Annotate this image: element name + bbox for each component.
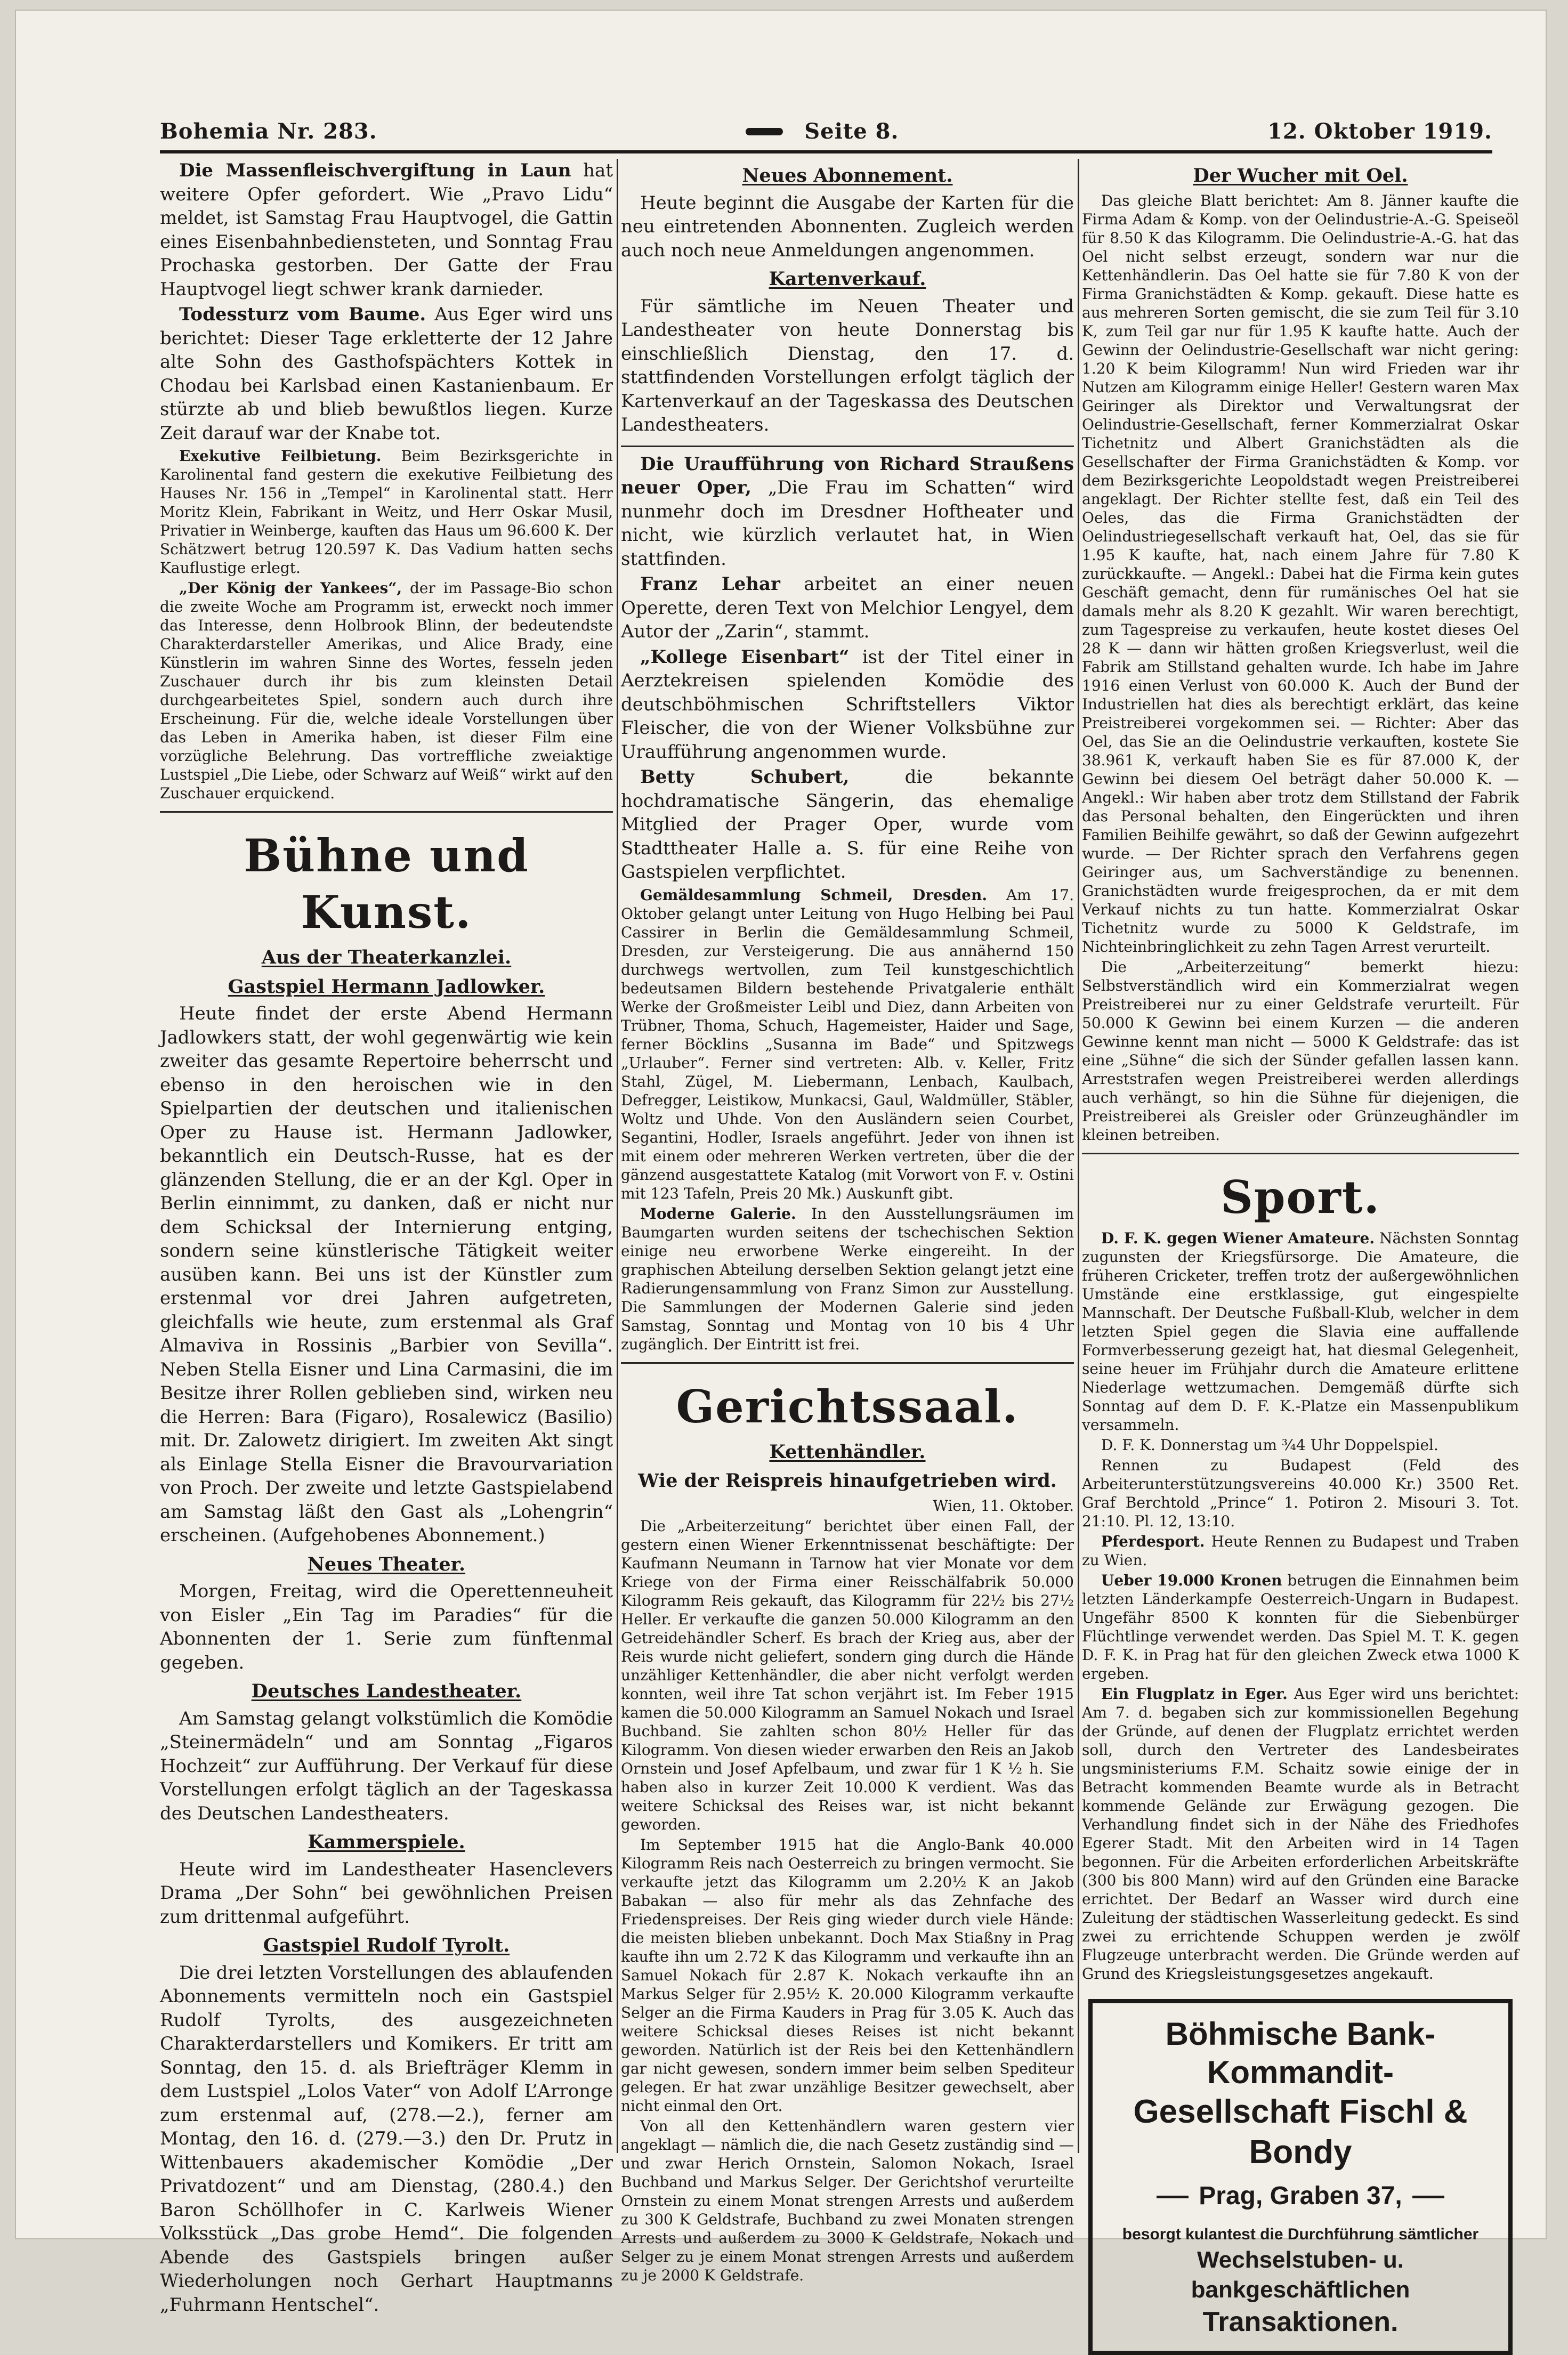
ad-text: besorgt kulantest die Durchführung sämtlicher [1122, 2225, 1479, 2243]
article-rule [621, 446, 1074, 447]
article-text: Heute beginnt die Ausgabe der Karten für die neu eintretenden Abonnenten. Zugleich werden auch noch neue Anmeldungen angenommen. [621, 192, 1074, 261]
header-ornament [746, 128, 783, 135]
article-heading: Wie der Reispreis hinaufgetrieben wird. [638, 1470, 1057, 1492]
article-title: Gemäldesammlung Schmeil, Dresden. [640, 886, 988, 904]
article-title: Pferdesport. [1101, 1532, 1205, 1550]
subsection-title: Aus der Theaterkanzlei. [261, 946, 512, 968]
article-text: Heute findet der erste Abend Hermann Jadlowkers statt, der wohl gegenwärtig wie kein zweiter das gesamte Repertoire beherrscht und ebenso in den heroischen wie in den Spielpartien der deutschen und italienischen Oper zu Hause ist. Hermann Jadlowker, bekanntlich ein Deutsch-Russe, hat es der glänzenden Stellung, die er an der Kgl. Oper in Berlin einnimmt, zu danken, daß er nicht nur dem Schicksal der Internierung entging, sondern seine künstlerische Tätigkeit weiter ausüben kann. Bei uns ist der Künstler zum erstenmal vor drei Jahren aufgetreten, gleichfalls wie heute, zum erstenmal als Graf Almaviva in Rossinis „Barbier von Sevilla“. Neben Stella Eisner und Lina Carmasini, die im Besitze ihrer Rollen geblieben sind, wirken neu die Herren: Bara (Figaro), Rosalewicz (Basilio) mit. Dr. Zalowetz dirigiert. Im zweiten Akt singt als Einlage Stella Eisner die Bravourvariation von Proch. Der zweite und letzte Gastspielabend am Samstag läßt den Gast als „Lohengrin“ erscheinen. (Aufgehobenes Abonnement.) [160, 1003, 613, 1546]
page-header [160, 91, 1492, 144]
column-1 [160, 159, 613, 2316]
article-text: Morgen, Freitag, wird die Operettenneuheit von Eisler „Ein Tag im Paradies“ für die Abonnenten der 1. Serie zum fünftenmal gegeben. [160, 1581, 613, 1673]
article-text: In den Ausstellungsräumen im Baumgarten wurden seitens der tschechischen Sektion einige neu erworbene Werke eingereiht. In der graphischen Abteilung derselben Sektion gelangt jetzt eine Radierungensammlung von Franz Simon zur Ausstellung. Die Sammlungen der Modernen Galerie sind jeden Samstag, Sonntag und Montag von 10 bis 4 Uhr zugänglich. Der Eintritt ist frei. [621, 1204, 1074, 1353]
article-heading: Neues Theater. [307, 1553, 466, 1575]
article-title: Exekutive Feilbietung. [179, 447, 382, 465]
section-title: Sport. [1221, 1170, 1380, 1224]
ad-text: Transaktionen. [1202, 2306, 1399, 2337]
section-rule [160, 811, 613, 813]
article [621, 765, 1074, 884]
article-text: Heute wird im Landestheater Hasenclevers Drama „Der Sohn“ bei gewöhnlichen Preisen zum drittenmal aufgeführt. [160, 1858, 613, 1928]
article [160, 447, 613, 577]
ad-dash [1157, 2196, 1189, 2198]
column-divider [617, 159, 618, 2153]
article [621, 1204, 1074, 1354]
article-text: Die „Arbeiterzeitung“ bemerkt hiezu: Selbstverständlich wird ein Kommerzialrat wegen Preistreiberei nur zu einer Geldstrafe verurteilt. Für 50.000 K Gewinn bei einem Kurzen — die anderen Gewinne kennt man nicht — 5000 K Geldstrafe: das ist eine „Sühne“ die sich der Sünder gefallen lassen kann. Arreststrafen wegen Preistreiberei werden allerdings auch verhängt, so hin die Sühne für diejenigen, die Preistreiberei als Greisler oder Grünzeughändler im kleinen betreiben. [1082, 958, 1519, 1144]
article-dateline: Wien, 11. Oktober. [933, 1496, 1074, 1515]
article-heading: Deutsches Landestheater. [251, 1680, 522, 1702]
section-rule [621, 1362, 1074, 1364]
article-text: Die „Arbeiterzeitung“ berichtet über einen Fall, der gestern einen Wiener Erkenntnissenat beschäftigte: Der Kaufmann Neumann in Tarnow hat vier Monate vor dem Kriege von der Firma einer Reisschälfabrik 50.000 Kilogramm Reis gekauft, das Kilogramm für 22½ bis 27½ Heller. Er verkaufte die ganzen 50.000 Kilogramm an den Getreidehändler Scherf. Es brach der Krieg aus, aber der Reis wurde nicht geliefert, sondern ging durch die Hände unzähliger Kettenhändler, die aber nicht verfolgt werden konnten, weil ihre Tat schon verjährt ist. Im Feber 1915 kamen die 50.000 Kilogramm an Samuel Nokach und Israel Buchband. Sie zahlten schon 80½ Heller für das Kilogramm. Von diesen wieder erwarben den Reis an Jakob Ornstein und Josef Apfelbaum, und zwar für 1 K ½ h. Sie haben also in kurzer Zeit 10.000 K verdient. Was das weitere Schicksal des Reises war, ist nicht bekannt geworden. [621, 1517, 1074, 1833]
article-heading: Gastspiel Rudolf Tyrolt. [263, 1935, 510, 1956]
article-heading: Der Wucher mit Oel. [1193, 165, 1408, 187]
article-title: Die Uraufführung von Richard Straußens neuer Oper, [621, 453, 1074, 498]
article-text: Für sämtliche im Neuen Theater und Landestheater von heute Donnerstag bis einschließlich Dienstag, den 17. d. stattfindenden Vorstellungen erfolgt täglich der Kartenverkauf an der Tageskassa des Deutschen Landestheaters. [621, 295, 1074, 435]
ad-dash [1412, 2196, 1444, 2198]
article-heading: Kartenverkauf. [769, 268, 926, 290]
article-text: hat weitere Opfer gefordert. Wie „Pravo Lidu“ meldet, ist Samstag Frau Hauptvogel, die Gattin eines Eisenbahnbediensteten, und Sonntag Frau Prochaska gestorben. Der Gatte der Frau Hauptvogel liegt schwer krank darnieder. [160, 160, 613, 300]
article [160, 579, 613, 803]
article-text: die bekannte hochdramatische Sängerin, das ehemalige Mitglied der Prager Oper, wurde vom Stadttheater Halle a. S. für eine Reihe von Gastspielen verpflichtet. [621, 766, 1074, 883]
article-text: Am 17. Oktober gelangt unter Leitung von Hugo Helbing bei Paul Cassirer in Berlin die Gemäldesammlung Schmeil, Dresden, zur Versteigerung. Die aus annähernd 150 durchwegs wertvollen, zum Teil kunstgeschichtlich bedeutsamen Bildern bestehende Privatgalerie enthält Werke der Großmeister Leibl und Diez, dann Arbeiten von Trübner, Thoma, Schuch, Hagemeister, Haider und Sage, ferner Böcklins „Susanna im Bade“ und Spitzwegs „Urlauber“. Ferner sind vertreten: Alb. v. Keller, Fritz Stahl, Zügel, M. Liebermann, Lenbach, Kaulbach, Defregger, Leistikow, Munkacsi, Gaul, Waldmüller, Stäbler, Woltz und Uhde. Von den Ausländern seien Courbet, Segantini, Hodler, Israels angeführt. Jeder von ihnen ist mit einem oder mehreren Werken vertreten, über die der gänzend ausgestattete Katalog (mit Vorwort von F. v. Ostini mit 123 Tafeln, Preis 20 Mk.) Auskunft gibt. [621, 886, 1074, 1202]
ad-bank-name: Böhmische Bank-Kommandit- [1165, 2016, 1436, 2090]
article-title: Moderne Galerie. [640, 1204, 796, 1223]
article [621, 886, 1074, 1203]
article [1082, 1571, 1519, 1683]
newspaper-page [16, 11, 1546, 2337]
article [621, 452, 1074, 571]
article [621, 645, 1074, 764]
article-title: D. F. K. gegen Wiener Amateure. [1101, 1229, 1375, 1247]
section-title: Gerichtssaal. [676, 1380, 1019, 1433]
article-text: Die drei letzten Vorstellungen des ablaufenden Abonnements vermitteln noch ein Gastspiel Rudolf Tyrolts, des ausgezeichneten Charakterdarstellers und Komikers. Er tritt am Sonntag, den 15. d. als Briefträger Klemm in dem Lustspiel „Lolos Vater“ von Adolf L’Arronge zum erstenmal auf, (278.—2.), ferner am Montag, den 16. d. (279.—3.) den Dr. Prutz in Wittenbauers akademischer Komödie „Der Privatdozent“ und am Dienstag, (280.4.) den Baron Schöllhofer in C. Karlweis Wiener Volksstück „Das grobe Hemd“. Die folgenden Abende des Gastspiels bringen außer Wiederholungen noch Gerhart Hauptmanns „Fuhrmann Hentschel“. [160, 1962, 613, 2316]
article [1082, 1229, 1519, 1434]
article-text: Das gleiche Blatt berichtet: Am 8. Jänner kaufte die Firma Adam & Komp. von der Oelindustrie-A.-G. Speiseöl für 8.50 K das Kilogramm. Die Oelindustrie-A.-G. hat das Oel nicht selbst erzeugt, sondern war nur die Kettenhändlerin. Das Oel hatte sie für 7.80 K von der Firma Granichstädten & Komp. gekauft. Diese hatte es aus mehreren Sorten gemischt, die sie zum Teil für 3.10 K, zum Teil gar nur für 1.95 K kaufte hatte. Auch der Gewinn der Oelindustrie-Gesellschaft war nicht gering: 1.20 K beim Kilogramm! Nun wird Frieden war ihr Nutzen am Kilogramm einige Heller! Gestern waren Max Geiringer als Direktor und Verwaltungsrat der Oelindustrie-Gesellschaft, ferner Kommerzialrat Oskar Tichetnitz und Albert Granichstädten als die Gesellschafter der Firma Granichstädten & Komp. vor dem Bezirksgerichte Leopoldstadt wegen Preistreiberei angeklagt. Der Richter stellte fest, daß ein Teil des Oeles, das die Firma Granichstädten der Oelindustriegesellschaft verkauft hat, Oel, das sie für 1.95 K kaufte, hat, nach einem Jahre für 7.80 K zurückkaufte. — Angekl.: Dabei hat die Firma kein gutes Geschäft gemacht, denn für rumänisches Oel hat sie damals mehr als 8.20 K gezahlt. Wir waren berechtigt, zum Tagespreise zu verkaufen, heute kostet dieses Oel 28 K — dann wir hätten großen Kriegsverlust, weil die Fabrik am Stillstand gehalten wurde. Ich habe im Jahre 1916 einen Verlust von 60.000 K. Auch der Bund der Industriellen hat dies als berechtigt erklärt, das keine Preistreiberei vorgekommen sei. — Richter: Aber das Oel, das Sie an die Oelindustrie verkauften, kostete Sie 38.961 K, verkauft haben Sie es für 87.000 K, der Gewinn bei diesem Oel beträgt daher 50.000 K. — Angekl.: Wir haben aber trotz dem Stillstand der Fabrik das Personal behalten, den Eingerückten und ihren Familien Beihilfe gewährt, so daß der Gewinn aufgezehrt wurde. — Der Richter sprach den Verfahrens gegen Geiringer aus, um Sachverständige zu benennen. Granichstädten wurde freigesprochen, da er mit dem Verkauf nichts zu tun hatte. Kommerzialrat Oskar Tichetnitz wurde zu 5000 K Geldstrafe, im Nichteinbringlichkeit zu zehn Tagen Arrest verurteilt. [1082, 191, 1519, 956]
article-title: „Der König der Yankees“, [179, 579, 402, 597]
article-text: „Die Frau im Schatten“ wird nunmehr doch im Dresdner Hoftheater und nicht, wie kürzlich verlautet hat, in Wien stattfinden. [621, 477, 1074, 570]
article-text: betrugen die Einnahmen beim letzten Länderkampfe Oesterreich-Ungarn in Budapest. Ungefähr 8500 K konnten für die Siebenbürger Flüchtlinge verwendet werden. Das Spiel M. T. K. gegen D. F. K. in Prag hat für den gleichen Zweck etwa 1000 K ergeben. [1082, 1571, 1519, 1682]
article-title: Ein Flugplatz in Eger. [1101, 1685, 1288, 1703]
article-text: D. F. K. Donnerstag um ¾4 Uhr Doppelspiel. [1101, 1436, 1438, 1454]
article-title: Die Massenfleischvergiftung in Laun [179, 160, 571, 181]
article-title: Ueber 19.000 Kronen [1101, 1571, 1282, 1589]
article [160, 159, 613, 301]
article-text: Im September 1915 hat die Anglo-Bank 40.000 Kilogramm Reis nach Oesterreich zu bringen vermocht. Sie verkaufte jetzt das Kilogramm um 2.20½ K an Jakob Babakan — also für mehr als das Zehnfache des Friedenspreises. Der Reis ging wieder durch viele Hände: die meisten blieben unbekannt. Doch Max Stiaßny in Prag kaufte ihn um 2.72 K das Kilogramm und verkaufte ihn an Samuel Nokach für 2.87 K. Nokach verkaufte ihn an Markus Selger für 2.95½ K. 20.000 Kilogramm verkaufte Selger an die Firma Kauders in Prag für 3.05 K. Auch das weitere Schicksal dieses Reises ist nicht bekannt geworden. Natürlich ist der Reis bei den Kettenhändlern gar nicht gewesen, sondern immer beim selben Spediteur gelegen. Er hat zwar unzählige Besitzer gewechselt, aber nicht einmal den Ort. [621, 1835, 1074, 2115]
header-rule [160, 150, 1492, 153]
article-text: der im Passage-Bio schon die zweite Woche am Programm ist, erweckt noch immer das Interesse, denn Holbrook Blinn, der bedeutendste Charakterdarsteller Amerikas, und Alice Brady, eine Künstlerin im wahren Sinne des Wortes, fesseln jeden Zuschauer durch ihr bis zum kleinsten Detail durchgearbeitetes Spiel, sondern auch durch ihre Erscheinung. Für die, welche ideale Vorstellungen über das Leben in Amerika haben, ist dieser Film eine vorzügliche Belehrung. Das vortreffliche zweiaktige Lustspiel „Die Liebe, oder Schwarz auf Weiß“ wirkt auf den Zuschauer erquickend. [160, 579, 613, 802]
column-3 [1082, 159, 1519, 2337]
article-title: „Kollege Eisenbart“ [640, 646, 850, 668]
article-text: Von all den Kettenhändlern waren gestern vier angeklagt — nämlich die, die nach Gesetz zuständig sind — und zwar Herich Ornstein, Salomon Nokach, Israel Buchband und Markus Selger. Der Gerichtshof verurteilte Ornstein zu einem Monat strengen Arrests und außerdem zu 300 K Geldstrafe, Buchband zu zwei Monaten strengen Arrests und außerdem zu 3000 K Geldstrafe, Nokach und Selger zu je einem Monat strengen Arrests und außerdem zu je 2000 K Geldstrafe. [621, 2117, 1074, 2284]
article-text: Aus Eger wird uns berichtet: Dieser Tage erkletterte der 12 Jahre alte Sohn des Gasthofspächters Kottek in Chodau bei Karlsbad einen Kastanienbaum. Er stürzte ab und blieb bewußtlos liegen. Kurze Zeit darauf war der Knabe tot. [160, 304, 613, 444]
article-text: arbeitet an einer neuen Operette, deren Text von Melchior Lengyel, dem Autor der „Zarin“, stammt. [621, 573, 1074, 642]
header-date: 12. Oktober 1919. [1267, 119, 1492, 144]
article-title: Todessturz vom Baume. [179, 304, 426, 325]
article [621, 572, 1074, 644]
header-page-number: Seite 8. [804, 119, 899, 144]
header-issue: Bohemia Nr. 283. [160, 119, 377, 144]
article-heading: Gastspiel Hermann Jadlowker. [228, 975, 545, 998]
article [1082, 1685, 1519, 1983]
subsection-title: Kettenhändler. [769, 1440, 926, 1463]
article [160, 303, 613, 445]
article-text: Nächsten Sonntag zugunsten der Kriegsfürsorge. Die Amateure, die früheren Cricketer, treffen trotz der außergewöhnlichen Umstände eine erstklassige, gut eingespielte Mannschaft. Der Deutsche Fußball-Klub, welcher in dem letzten Spiel gegen die Slavia eine auffallende Formverbesserung gezeigt hat, hat diesmal Gelegenheit, seine heuer im Frühjahr durch die Amateure erlittene Niederlage wettzumachen. Demgemäß dürfte sich Sonntag auf dem D. F. K.-Platze ein Massenpublikum versammeln. [1082, 1229, 1519, 1434]
section-title: Bühne und Kunst. [244, 829, 529, 938]
section-rule [1082, 1153, 1519, 1154]
ad-text: Wechselstuben- u. bankgeschäftlichen [1191, 2246, 1410, 2303]
article-text: Beim Bezirksgerichte in Karolinental fand gestern die exekutive Feilbietung des Hauses Nr. 156 in „Tempel“ in Karolinental statt. Herr Moritz Klein, Fabrikant in Weitz, und Herr Oskar Musil, Privatier in Weinberge, kauften das Haus um 96.600 K. Der Schätzwert betrug 120.597 K. Das Vadium hatten sechs Kauflustige erlegt. [160, 447, 613, 577]
article-text: Rennen zu Budapest (Feld des Arbeiterunterstützungsvereins 40.000 Kr.) 3500 Ret. Graf Berchtold „Prince“ 1. Potiron 2. Misouri 3. Tot. 21:10. Pl. 12, 13:10. [1082, 1456, 1519, 1530]
column-divider [1078, 159, 1079, 2153]
article-title: Betty Schubert, [640, 766, 850, 788]
article-text: Heute Rennen zu Budapest und Traben zu Wien. [1082, 1532, 1519, 1569]
article-heading: Kammerspiele. [308, 1831, 465, 1853]
ad-address: Prag, Graben 37, [1199, 2181, 1402, 2210]
ad-bank-name-2: Gesellschaft Fischl & Bondy [1133, 2093, 1468, 2171]
article-text: Aus Eger wird uns berichtet: Am 7. d. begaben sich zur kommissionellen Begehung der Gründe, auf denen der Flugplatz errichtet werden soll, durch den Vertreter des Landesbeirates ungsministeriums F.M. Schaitz sowie einige der in Betracht kommenden Beamte wurde als in Betracht kommende Gelände zur Erwägung gezogen. Die Verhandlung findet sich in der Nähe des Friedhofes Egerer Stadt. Mit den Arbeiten wird in 14 Tagen begonnen. Für die Arbeiten erforderlichen Arbeitskräfte (300 bis 800 Mann) wird auf den Gründen eine Baracke errichtet. Der Bedarf an Wasser wird durch eine Zuleitung der städtischen Wasserleitung gedeckt. Es sind zwei zu errichtende Schuppen werden je zwölf Flugzeuge unterbracht werden. Die Gründe werden auf Grund des Kriegsleistungsgesetzes angekauft. [1082, 1685, 1519, 1982]
article-title: Franz Lehar [640, 573, 780, 595]
article-text: Am Samstag gelangt volkstümlich die Komödie „Steinermädeln“ und am Sonntag „Figaros Hochzeit“ zur Aufführung. Der Verkauf für diese Vorstellungen erfolgt täglich an der Tageskassa des Deutschen Landestheaters. [160, 1707, 613, 1824]
bank-advertisement [1088, 1999, 1513, 2355]
article-heading: Neues Abonnement. [742, 165, 953, 187]
column-2 [621, 159, 1074, 2284]
article-text: ist der Titel einer in Aerztekreisen spielenden Komödie des deutschböhmischen Schriftstellers Viktor Fleischer, die von der Wiener Volksbühne zur Uraufführung angenommen wurde. [621, 646, 1074, 763]
article [1082, 1532, 1519, 1569]
